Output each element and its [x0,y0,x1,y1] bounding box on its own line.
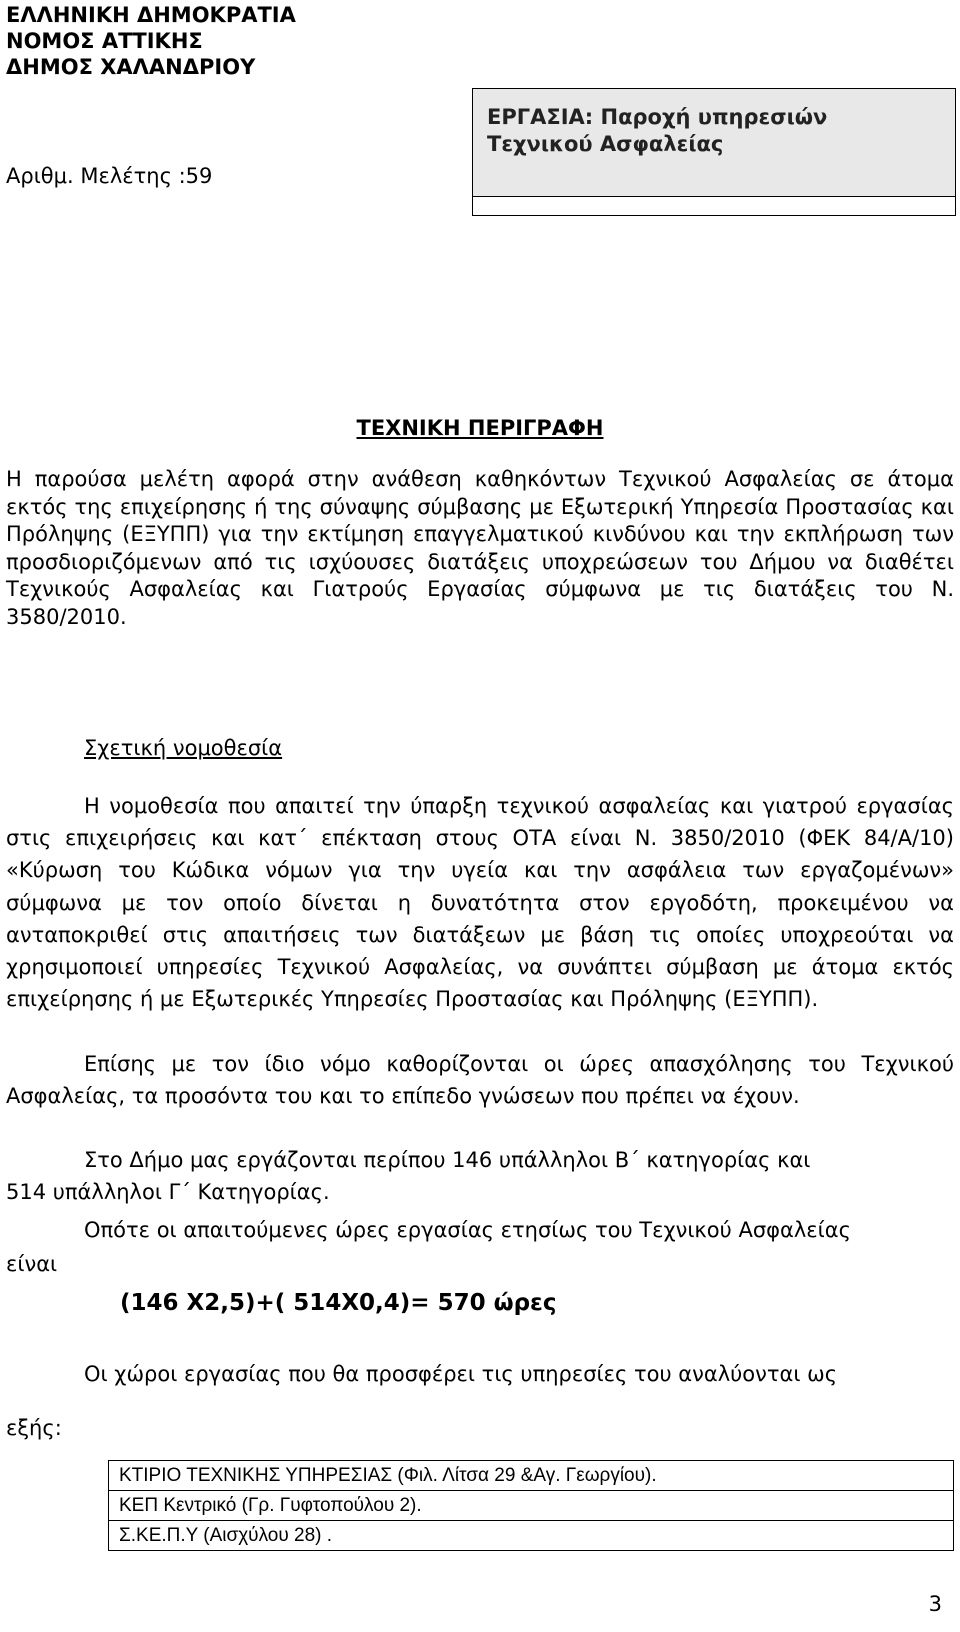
work-title-shaded [473,89,955,197]
header-line-country: ΕΛΛΗΝΙΚΗ ΔΗΜΟΚΡΑΤΙΑ [6,3,296,27]
table-row [109,1461,954,1491]
workplaces-line1: Οι χώροι εργασίας που θα προσφέρει τις υπηρεσίες του αναλύονται ως [84,1362,838,1386]
intro-paragraph: Η παρούσα μελέτη αφορά στην ανάθεση καθηκόντων Τεχνικού Ασφαλείας σε άτομα εκτός της επιχείρησης ή της σύναψης σύμβασης με Εξωτερική Υπηρεσία Προστασίας και Πρόληψης (ΕΞΥΠΠ) για την εκτίμηση επαγγελματικού κινδύνου και την εκπλήρωση των προσδιοριζόμενων από τις ισχύουσες διατάξεις υποχρεώσεων του Δήμου να διαθέτει Τεχνικούς Ασφαλείας και Γιατρούς Εργασίας σύμφωνα με τις διατάξεις του Ν. 3580/2010. [6,467,954,629]
employees-line2: 514 υπάλληλοι Γ΄ Κατηγορίας. [6,1180,330,1204]
legislation-title: Σχετική νομοθεσία [84,736,283,760]
workplaces-line2: εξής: [6,1416,62,1440]
hours-line2: είναι [6,1252,58,1276]
hours-definition-paragraph [6,1048,954,1112]
workplace-cell: ΚΕΠ Κεντρικό (Γρ. Γυφτοπούλου 2). [109,1491,954,1521]
work-title-line1: ΕΡΓΑΣΙΑ: Παροχή υπηρεσιών [487,105,828,129]
legislation-paragraph [6,790,954,1015]
header-line-municipality: ΔΗΜΟΣ ΧΑΛΑΝΔΡΙΟΥ [6,55,256,79]
workplace-cell: ΚΤΙΡΙΟ ΤΕΧΝΙΚΗΣ ΥΠΗΡΕΣΙΑΣ (Φιλ. Λίτσα 29 &Αγ. Γεωργίου). [109,1461,954,1491]
study-number: Αριθμ. Μελέτης :59 [6,164,213,188]
section-title: ΤΕΧΝΙΚΗ ΠΕΡΙΓΡΑΦΗ [356,416,604,440]
work-title-line2: Τεχνικού Ασφαλείας [487,132,724,156]
page-number: 3 [928,1592,942,1616]
table-row [109,1521,954,1551]
issuer-header [6,2,296,80]
hours-line1: Οπότε οι απαιτούμενες ώρες εργασίας ετησίως του Τεχνικού Ασφαλείας [84,1218,851,1242]
table-row [109,1491,954,1521]
header-line-prefecture: ΝΟΜΟΣ ΑΤΤΙΚΗΣ [6,29,203,53]
workplace-cell: Σ.ΚΕ.Π.Υ (Αισχύλου 28) . [109,1521,954,1551]
hours-definition-text: Επίσης με τον ίδιο νόμο καθορίζονται οι ώρες απασχόλησης του Τεχνικού Ασφαλείας, τα προσόντα του και το επίπεδο γνώσεων που πρέπει να έχουν. [6,1052,954,1109]
workplaces-table [108,1460,954,1551]
employees-line1: Στο Δήμο μας εργάζονται περίπου 146 υπάλληλοι Β΄ κατηγορίας και [84,1148,811,1172]
work-title-box [472,88,956,216]
hours-formula: (146 Χ2,5)+( 514Χ0,4)= 570 ώρες [120,1290,557,1316]
legislation-text: Η νομοθεσία που απαιτεί την ύπαρξη τεχνικού ασφαλείας και γιατρού εργασίας στις επιχειρήσεις και κατ΄ επέκταση στους ΟΤΑ είναι Ν. 3850/2010 (ΦΕΚ 84/Α/10) «Κύρωση του Κώδικα νόμων για την υγεία και την ασφάλεια των εργαζομένων» σύμφωνα με τον οποίο δίνεται η δυνατότητα στον εργοδότη, προκειμένου να ανταποκριθεί στις απαιτήσεις των διατάξεων με βάση τις οποίες υποχρεούται να χρησιμοποιεί υπηρεσίες Τεχνικού Ασφαλείας, να συνάπτει σύμβαση με άτομα εκτός επιχείρησης ή με Εξωτερικές Υπηρεσίες Προστασίας και Πρόληψης (ΕΞΥΠΠ). [6,794,954,1012]
